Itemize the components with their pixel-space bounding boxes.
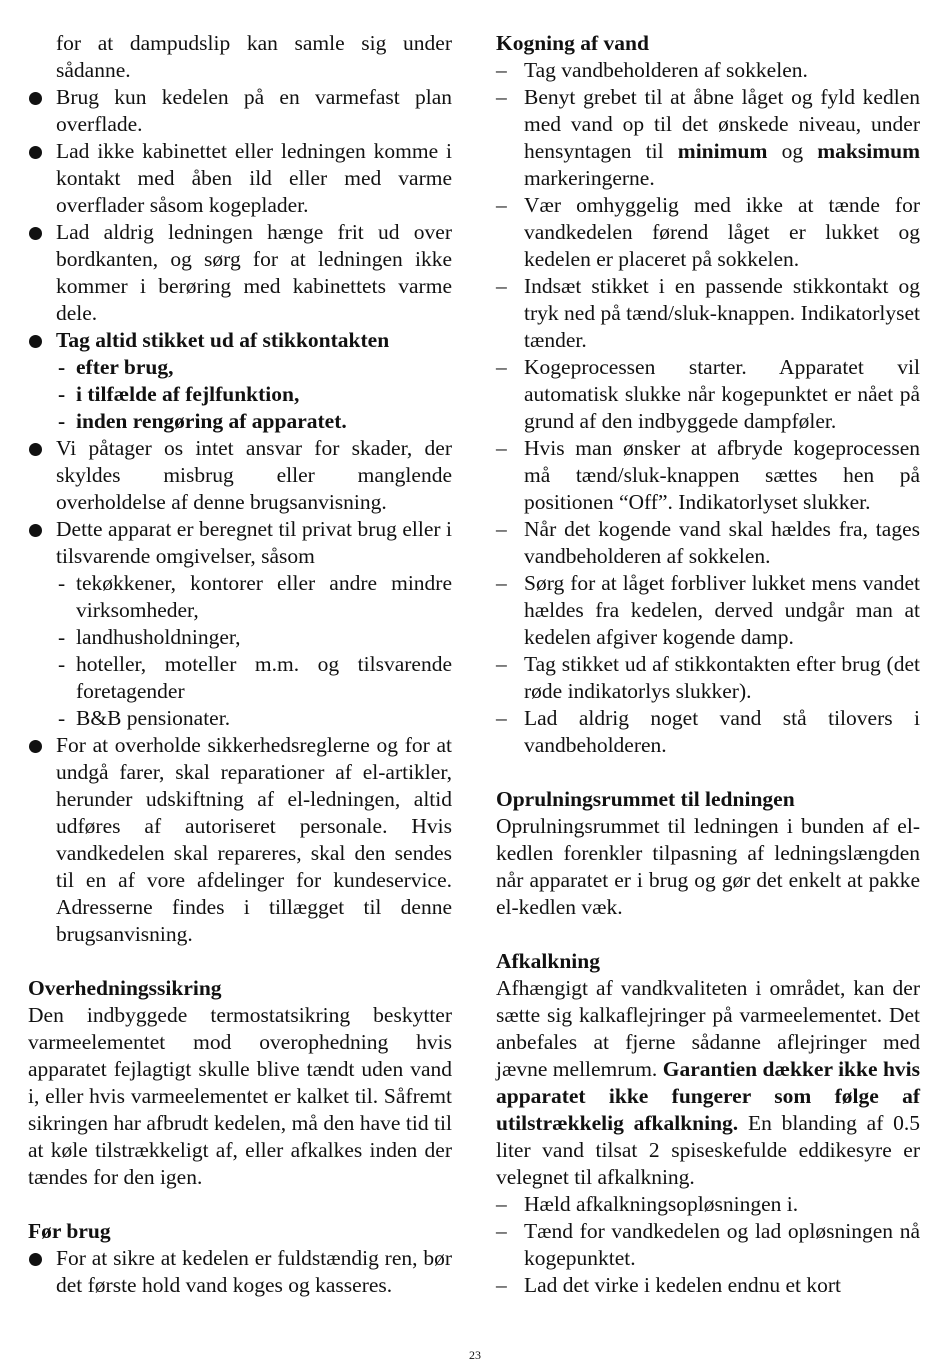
- section-text: Afhængigt af vandkvaliteten i området, kan der sætte sig kalkaflejringer på varmeelementet. Det anbefales at fjerne sådanne aflejringer med jævne mellemrum. Garantien dækker ikke hvis apparatet ikke fungerer som følge af utilstrækkelig afkalkning. En blanding af 0.5 liter vand tilsat 2 spiseskefulde eddikesyre er velegnet til afkalkning.: [496, 976, 921, 1189]
- bullet-icon: [29, 92, 42, 105]
- sub-item: - tekøkkener, kontorer eller andre mindre virksomheder,: [58, 571, 452, 622]
- unplug-warning: Tag altid stikket ud af stikkontakten: [28, 327, 452, 354]
- section-heading: Oprulningsrummet til ledningen: [496, 787, 795, 811]
- section-heading: Afkalkning: [496, 949, 600, 973]
- bullet-item: Brug kun kedelen på en varmefast plan overflade.: [28, 84, 452, 138]
- dash-item: – Tag vandbeholderen af sokkelen.: [496, 58, 808, 82]
- bullet-icon: [29, 524, 42, 537]
- dash-item: – Sørg for at låget forbliver lukket mens vandet hældes fra kedelen, derved undgår man at kedelen afgiver kogende damp.: [496, 571, 920, 649]
- dash-item: – Når det kogende vand skal hældes fra, tages vandbeholderen af sokkelen.: [496, 517, 920, 568]
- section-text: Den indbyggede termostatsikring beskytter varmeelementet mod overophedning hvis apparatet fejlagtigt skulle blive tændt uden vand i, eller hvis varmeelementet er kalket til. Såfremt sikringen har afbrudt kedelen, må den have tid til at køle tilstrækkeligt af, eller afkalkes inden der tændes for den igen.: [28, 1003, 452, 1189]
- sub-item: - efter brug,: [58, 355, 174, 379]
- section-heading: Før brug: [28, 1219, 111, 1243]
- bullet-icon: [29, 1253, 42, 1266]
- sub-item: - B&B pensionater.: [58, 706, 231, 730]
- bullet-item: Lad ikke kabinettet eller ledningen komme i kontakt med åben ild eller med varme overflader såsom kogeplader.: [28, 138, 452, 219]
- sub-item: - hoteller, moteller m.m. og tilsvarende foretagender: [58, 652, 452, 703]
- repair-note: For at overholde sikkerhedsreglerne og for at undgå farer, skal reparationer af el-artikler, herunder udskiftning af el-ledningen, altid udføres af autoriseret personale. Hvis vandkedelen skal repareres, skal den sendes til en af vore afdelinger for kundeservice. Adresserne findes i tillægget til denne brugsanvisning.: [28, 732, 452, 948]
- right-column: [496, 30, 920, 1299]
- intro-continuation: for at dampudslip kan samle sig under sådanne.: [56, 31, 452, 82]
- dash-item: – Lad det virke i kedelen endnu et kort: [496, 1273, 842, 1297]
- dash-item: – Hæld afkalkningsopløsningen i.: [496, 1192, 799, 1216]
- dash-item: – Vær omhyggelig med ikke at tænde for vandkedelen førend låget er lukket og kedelen er placeret på sokkelen.: [496, 193, 920, 271]
- dash-item: – Tag stikket ud af stikkontakten efter brug (det røde indikatorlys slukker).: [496, 652, 920, 703]
- dash-item: – Tænd for vandkedelen og lad opløsningen nå kogepunktet.: [496, 1219, 920, 1270]
- dash-item: – Lad aldrig noget vand stå tilovers i vandbeholderen.: [496, 706, 920, 757]
- bullet-item: Lad aldrig ledningen hænge frit ud over bordkanten, og sørg for at ledningen ikke kommer i berøring med kabinettets varme dele.: [28, 219, 452, 327]
- bullet-icon: [29, 335, 42, 348]
- dash-item: – Kogeprocessen starter. Apparatet vil automatisk slukke når kogepunktet er nået på grund af den indbyggede dampføler.: [496, 355, 920, 433]
- private-use-note: Dette apparat er beregnet til privat brug eller i tilsvarende omgivelser, såsom: [28, 516, 452, 570]
- left-column: [28, 30, 452, 1299]
- section-heading: Overhedningssikring: [28, 976, 222, 1000]
- section-heading: Kogning af vand: [496, 31, 649, 55]
- page-number: 23: [469, 1348, 481, 1362]
- dash-item: – Benyt grebet til at åbne låget og fyld kedlen med vand op til det ønskede niveau, under hensyntagen til minimum og maksimum markeringerne.: [496, 85, 920, 190]
- dash-item: – Indsæt stikket i en passende stikkontakt og tryk ned på tænd/sluk-knappen. Indikatorlyset tænder.: [496, 274, 920, 352]
- sub-item: - landhusholdninger,: [58, 625, 241, 649]
- bullet-icon: [29, 227, 42, 240]
- section-text: Oprulningsrummet til ledningen i bunden af el-kedlen forenkler tilpasning af ledningslængden når apparatet er i brug og gør det enkelt at pakke el-kedlen væk.: [496, 814, 920, 919]
- sub-item: - inden rengøring af apparatet.: [58, 409, 347, 433]
- liability-note: Vi påtager os intet ansvar for skader, der skyldes misbrug eller manglende overholdelse af denne brugsanvisning.: [28, 435, 452, 516]
- dash-item: – Hvis man ønsker at afbryde kogeprocessen må tænd/sluk-knappen sættes hen på positionen “Off”. Indikatorlyset slukker.: [496, 436, 920, 514]
- bullet-icon: [29, 146, 42, 159]
- sub-item: - i tilfælde af fejlfunktion,: [58, 382, 300, 406]
- warranty-note: Garantien dækker ikke hvis apparatet ikke fungerer som følge af utilstrækkelig afkalkning.: [496, 1057, 920, 1135]
- bullet-icon: [29, 443, 42, 456]
- bullet-item: For at sikre at kedelen er fuldstændig ren, bør det første hold vand koges og kasseres.: [28, 1245, 452, 1299]
- bullet-icon: [29, 740, 42, 753]
